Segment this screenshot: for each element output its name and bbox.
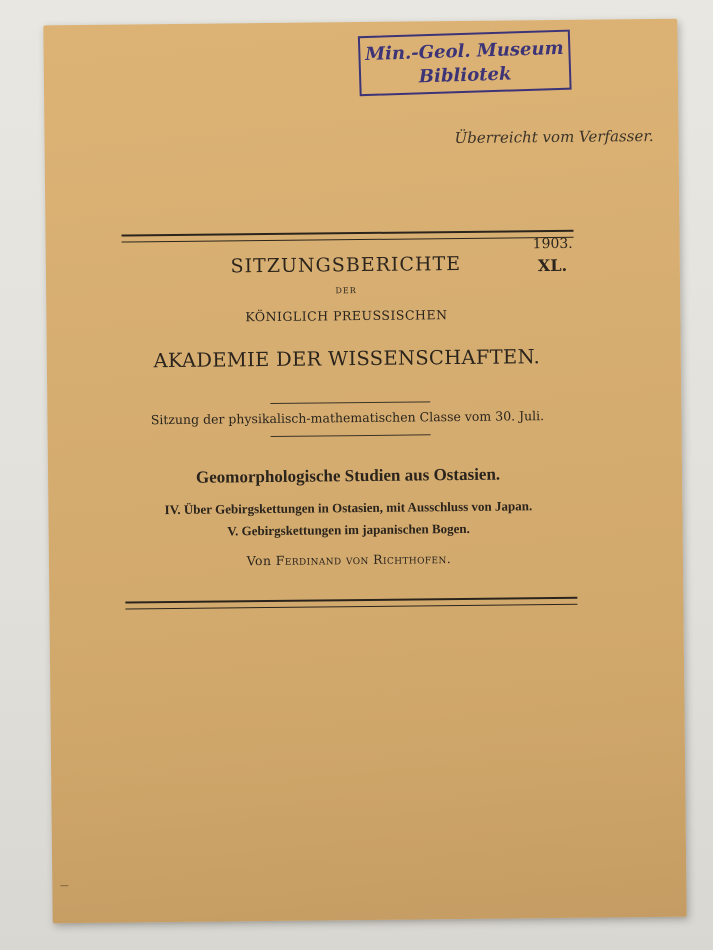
session-rule-top [270,401,430,404]
edge-mark [60,885,68,886]
volume-number: XL. [537,255,568,276]
article-part-iv: IV. Über Gebirgskettungen in Ostasien, mit Ausschluss von Japan. [164,498,533,518]
author-von: Von [246,552,272,569]
top-double-rule [122,230,574,243]
handwritten-note: Überreicht vom Verfasser. [454,126,654,148]
article-part-v: V. Gebirgskettungen im japanischen Bogen. [227,520,470,539]
stamp-line-2: Bibliotek [418,63,512,88]
series-der: DER [335,286,357,296]
paper-shading [50,619,687,926]
year: 1903. [532,235,573,253]
series-title: SITZUNGSBERICHTE [230,252,462,278]
session-line: Sitzung der physikalisch-mathematischen Classe vom 30. Juli. [150,408,545,428]
stamp-line-1: Min.-Geol. Museum [364,37,564,66]
session-rule-bottom [271,434,431,437]
series-akademie: AKADEMIE DER WISSENSCHAFTEN. [153,345,541,373]
library-stamp [358,30,572,97]
document-cover [43,19,686,924]
series-koniglich: KÖNIGLICH PREUSSISCHEN [245,307,448,325]
article-title: Geomorphologische Studien aus Ostasien. [195,464,501,487]
author-line [109,550,589,570]
bottom-double-rule [125,597,577,610]
author-name: Ferdinand von Richthofen. [275,551,452,568]
